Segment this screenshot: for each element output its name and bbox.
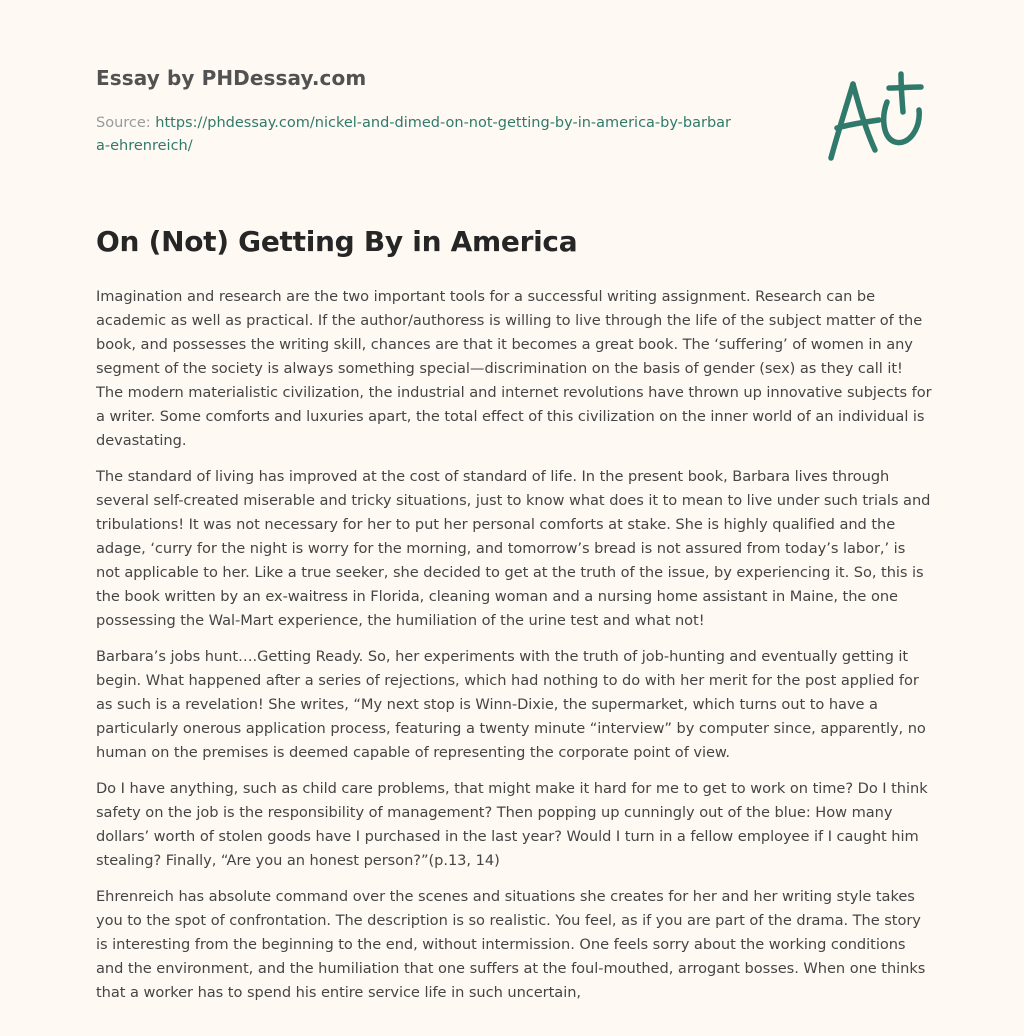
paragraph: Ehrenreich has absolute command over the scenes and situations she creates for her and her writing style takes you to the spot of confrontation. The description is so realistic. You feel, as if you are part of the drama. The story is interesting from the beginning to the end, without intermission. One feels sorry about the working conditions and the environment, and the humiliation that one suffers at the foul-mouthed, arrogant bosses. When one thinks that a worker has to spend his entire service life in such uncertain,	[96, 888, 926, 1001]
paragraph: Barbara’s jobs hunt….Getting Ready. So, her experiments with the truth of job-hunting and eventually getting it begin. What happened after a series of rejections, which had nothing to do with her merit for the post applied for as such is a revelation! She writes, “My next stop is Winn-Dixie, the supermarket, which turns out to have a particularly onerous application process, featuring a twenty minute “interview” by computer since, apparently, no human on the premises is deemed capable of representing the corporate point of view.	[96, 648, 926, 761]
essay-body	[96, 285, 932, 1017]
paragraph: The standard of living has improved at the cost of standard of life. In the present book, Barbara lives through several self-created miserable and tricky situations, just to know what does it to mean to live under such trials and tribulations! It was not necessary for her to put her personal comforts at stake. She is highly qualified and the adage, ‘curry for the night is worry for the morning, and tomorrow’s bread is not assured from today’s labor,’ is not applicable to her. Like a true seeker, she decided to get at the truth of the issue, by experiencing it. So, this is the book written by an ex-waitress in Florida, cleaning woman and a nursing home assistant in Maine, the one possessing the Wal-Mart experience, the humiliation of the urine test and what not!	[96, 468, 931, 629]
a-plus-strokes	[831, 74, 921, 158]
site-title: Essay by PHDessay.com	[96, 66, 367, 90]
a-plus-grade-icon	[823, 66, 927, 166]
paragraph: Imagination and research are the two important tools for a successful writing assignment. Research can be academic as well as practical. If the author/authoress is willing to live through the life of the subject matter of the book, and possesses the writing skill, chances are that it becomes a great book. The ‘suffering’ of women in any segment of the society is always something special—discrimination on the basis of gender (sex) as they call it! The modern materialistic civilization, the industrial and internet revolutions have thrown up innovative subjects for a writer. Some comforts and luxuries apart, the total effect of this civilization on the inner world of an individual is devastating.	[96, 288, 932, 449]
paragraph: Do I have anything, such as child care problems, that might make it hard for me to get to work on time? Do I think safety on the job is the responsibility of management? Then popping up cunningly out of the blue: How many dollars’ worth of stolen goods have I purchased in the last year? Would I turn in a fellow employee if I caught him stealing? Finally, “Are you an honest person?”(p.13, 14)	[96, 780, 928, 869]
source-line	[96, 112, 736, 158]
essay-title: On (Not) Getting By in America	[96, 225, 578, 258]
source-link[interactable]: https://phdessay.com/nickel-and-dimed-on-not-getting-by-in-america-by-barbara-ehrenreich/	[96, 115, 732, 154]
source-label: Source:	[96, 115, 151, 131]
